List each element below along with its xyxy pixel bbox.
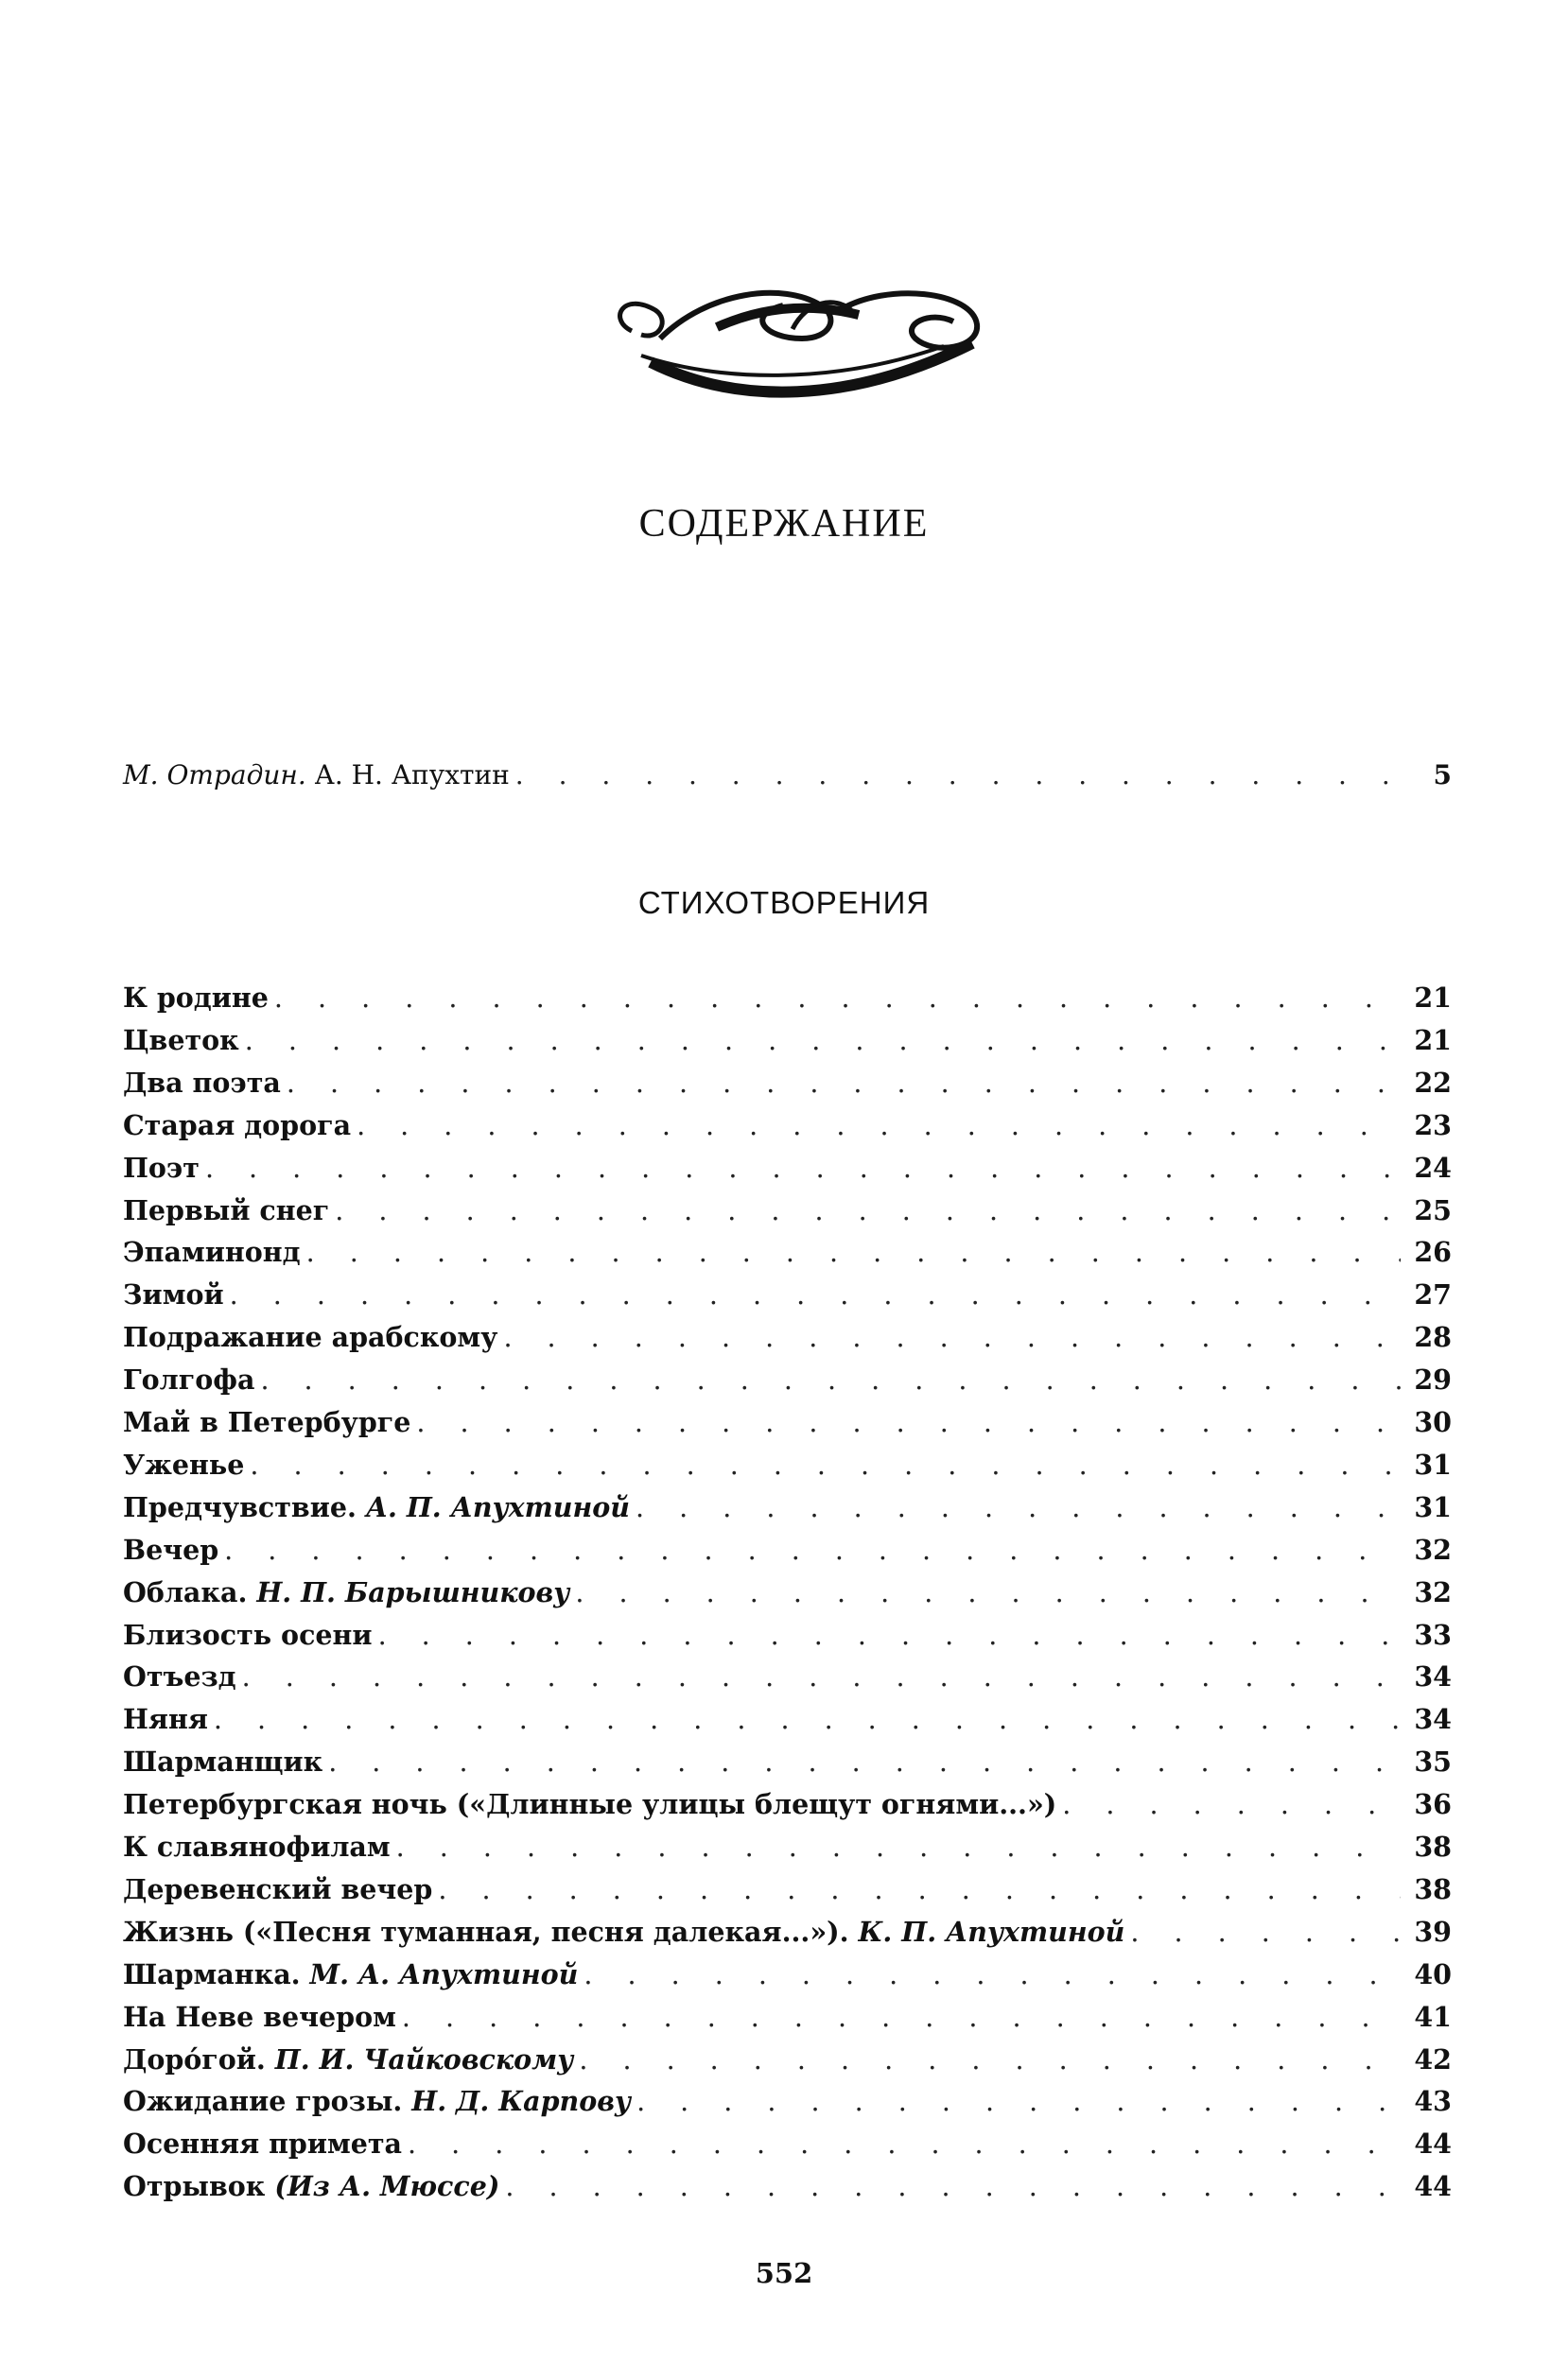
dot-leader xyxy=(636,1491,1401,1525)
toc-entry-dedication: П. И. Чайковскому xyxy=(274,2042,574,2076)
toc-entry-page: 24 xyxy=(1414,1151,1452,1184)
toc-entry-page: 31 xyxy=(1414,1490,1452,1523)
dot-leader xyxy=(1062,1788,1401,1822)
toc-entry-page: 27 xyxy=(1414,1278,1452,1312)
toc-entry-title xyxy=(123,2084,631,2118)
toc-entry-dedication: М. А. Апухтиной xyxy=(309,1957,579,1990)
toc-entry-dedication: Н. П. Барышникову xyxy=(256,1575,570,1608)
toc-entry-page: 32 xyxy=(1414,1575,1452,1608)
toc-entry-name: Старая дорога xyxy=(123,1108,352,1141)
section-heading: СТИХОТВОРЕНИЯ xyxy=(637,885,931,920)
toc-entry-title xyxy=(123,1830,391,1864)
toc-row[interactable] xyxy=(123,1787,1452,1822)
toc-row[interactable] xyxy=(123,1575,1452,1610)
toc-row[interactable] xyxy=(123,2127,1452,2162)
dot-leader xyxy=(416,1406,1401,1440)
toc-entry-title xyxy=(123,1575,569,1609)
ornament-flourish-icon xyxy=(603,272,1001,409)
dot-leader xyxy=(306,1236,1402,1270)
toc-row[interactable] xyxy=(123,1066,1452,1101)
toc-entry-title xyxy=(123,1618,373,1652)
toc-row[interactable] xyxy=(123,1023,1452,1058)
toc-entry-name: Май в Петербурге xyxy=(123,1406,411,1438)
dot-leader xyxy=(1130,1916,1401,1950)
toc-entry-name: Уженье xyxy=(123,1448,245,1481)
toc-row[interactable] xyxy=(123,1405,1452,1440)
toc-entry-page: 35 xyxy=(1414,1746,1452,1779)
toc-entry-page: 23 xyxy=(1414,1108,1452,1141)
toc-row[interactable] xyxy=(123,981,1452,1016)
toc-entry-title xyxy=(123,1320,497,1354)
toc-row[interactable] xyxy=(123,1108,1452,1143)
toc-entry-dedication: Н. Д. Карпову xyxy=(411,2085,632,2118)
toc-entry-title xyxy=(123,1702,208,1736)
toc-entry-page: 44 xyxy=(1414,2170,1452,2203)
toc-entry-title xyxy=(123,1659,236,1694)
page-heading: СОДЕРЖАНИЕ xyxy=(638,502,930,546)
toc-entry-name: К родине xyxy=(123,982,269,1014)
toc-entry-name: Подражание арабскому xyxy=(123,1321,498,1354)
toc-entry-title xyxy=(123,1151,200,1185)
toc-entry-name: Первый снег xyxy=(123,1193,330,1226)
toc-entry-title xyxy=(123,1363,254,1397)
toc-entry-name: Осенняя примета xyxy=(123,2128,403,2161)
toc-row[interactable] xyxy=(123,2000,1452,2035)
toc-entry-title xyxy=(123,1787,1056,1821)
toc-entry-page: 39 xyxy=(1414,1915,1452,1948)
toc-entry-page: 28 xyxy=(1414,1321,1452,1354)
toc-entry-name: Дорóгой. xyxy=(123,2042,266,2076)
toc-entry-page: 29 xyxy=(1414,1364,1452,1397)
dot-leader xyxy=(274,982,1401,1016)
toc-entry-name: Вечер xyxy=(123,1533,219,1566)
toc-entry-title xyxy=(123,2000,396,2034)
toc-row[interactable] xyxy=(123,1872,1452,1907)
toc-row[interactable] xyxy=(123,1151,1452,1186)
toc-entry-name: Отрывок xyxy=(123,2170,266,2203)
toc-entry-title xyxy=(123,1915,1124,1949)
toc-entry-page: 25 xyxy=(1414,1193,1452,1226)
toc-entry-page: 5 xyxy=(1433,759,1452,790)
dot-leader xyxy=(328,1746,1401,1780)
dot-leader xyxy=(250,1449,1401,1483)
toc-entry-name: Поэт xyxy=(123,1151,200,1184)
dot-leader xyxy=(205,1152,1401,1186)
toc-entry-name: Эпаминонд xyxy=(123,1236,301,1269)
toc-row[interactable] xyxy=(123,1830,1452,1865)
toc-entry-title xyxy=(123,1448,244,1482)
toc-row[interactable] xyxy=(123,1915,1452,1950)
toc-entry-name: Голгофа xyxy=(123,1364,255,1397)
toc-entry-page: 32 xyxy=(1414,1533,1452,1566)
toc-row[interactable] xyxy=(123,1235,1452,1270)
toc-entry-name: Няня xyxy=(123,1703,208,1736)
dot-leader xyxy=(438,1873,1401,1907)
toc-entry-name: Шарманка. xyxy=(123,1957,301,1990)
toc-entry-dedication: А. П. Апухтиной xyxy=(365,1490,631,1523)
dot-leader xyxy=(357,1109,1401,1143)
toc-entry-title xyxy=(123,981,269,1015)
dot-leader xyxy=(579,2043,1401,2077)
dot-leader xyxy=(402,2001,1401,2035)
dot-leader xyxy=(503,1321,1401,1355)
toc-entry-dedication: К. П. Апухтиной xyxy=(858,1915,1125,1948)
toc-entry-page: 31 xyxy=(1414,1448,1452,1481)
toc-entry-page: 40 xyxy=(1414,1957,1452,1990)
page-number: 552 xyxy=(755,2257,813,2289)
toc-entry-page: 38 xyxy=(1414,1831,1452,1863)
toc-row[interactable] xyxy=(123,1490,1452,1525)
dot-leader xyxy=(260,1364,1401,1398)
toc-entry-name: На Неве вечером xyxy=(123,2000,396,2033)
toc-row[interactable] xyxy=(123,1448,1452,1483)
toc-entry-title xyxy=(123,1872,432,1906)
dot-leader xyxy=(515,758,1402,792)
toc-entry-name: Жизнь («Песня туманная, песня далекая...»). xyxy=(123,1915,849,1948)
dot-leader xyxy=(224,1534,1401,1568)
toc-entry-author: М. Отрадин. xyxy=(123,759,306,790)
toc-entry-name: Деревенский вечер xyxy=(123,1872,433,1905)
toc-row[interactable] xyxy=(123,2084,1452,2119)
toc-entry-dedication: (Из А. Мюссе) xyxy=(274,2170,500,2203)
toc-entry-title xyxy=(123,2127,402,2161)
dot-leader xyxy=(335,1194,1401,1228)
toc-entry-name: Два поэта xyxy=(123,1066,281,1099)
toc-entry-page: 33 xyxy=(1414,1618,1452,1651)
toc-entry-title xyxy=(123,758,510,792)
dot-leader xyxy=(230,1278,1402,1312)
toc-row[interactable] xyxy=(123,1533,1452,1568)
toc-entry-title xyxy=(123,1533,218,1567)
toc-entry-page: 21 xyxy=(1414,982,1452,1014)
toc-entry-page: 38 xyxy=(1414,1872,1452,1905)
toc-entry-title xyxy=(123,1193,329,1227)
toc-row[interactable] xyxy=(123,1659,1452,1694)
toc-row[interactable] xyxy=(123,2042,1452,2077)
toc-entry-page: 34 xyxy=(1414,1660,1452,1694)
toc-entry-title xyxy=(123,1490,630,1524)
toc-entry-title xyxy=(123,1277,224,1312)
toc-entry-page: 36 xyxy=(1414,1788,1452,1821)
toc-entry-title xyxy=(123,1023,239,1057)
toc-entry-name: Облака. xyxy=(123,1575,248,1608)
toc-row[interactable] xyxy=(123,1618,1452,1653)
toc-row[interactable] xyxy=(123,1320,1452,1355)
toc-row-intro[interactable] xyxy=(123,758,1452,792)
dot-leader xyxy=(242,1660,1402,1694)
toc-row[interactable] xyxy=(123,1277,1452,1312)
dot-leader xyxy=(245,1024,1402,1058)
dot-leader xyxy=(575,1576,1401,1610)
dot-leader xyxy=(584,1958,1401,1992)
toc-entry-page: 21 xyxy=(1414,1023,1452,1056)
toc-entry-title xyxy=(123,1405,410,1439)
dot-leader xyxy=(408,2128,1401,2162)
toc-entry-page: 26 xyxy=(1414,1236,1452,1269)
dot-leader xyxy=(378,1619,1402,1653)
dot-leader xyxy=(214,1703,1401,1737)
toc-row[interactable] xyxy=(123,1363,1452,1398)
toc-entry-page: 22 xyxy=(1414,1066,1452,1099)
toc-entry-title xyxy=(123,1066,281,1100)
toc-entry-page: 30 xyxy=(1414,1406,1452,1438)
toc-row[interactable] xyxy=(123,1745,1452,1780)
toc-entry-name: Шарманщик xyxy=(123,1746,323,1779)
toc-entry-name: Зимой xyxy=(123,1278,224,1312)
toc-entry-title xyxy=(123,1745,322,1779)
dot-leader xyxy=(396,1831,1402,1865)
toc-entry-title xyxy=(123,1957,578,1991)
dot-leader xyxy=(287,1067,1401,1101)
dot-leader xyxy=(636,2085,1401,2119)
toc-row[interactable] xyxy=(123,1957,1452,1992)
toc-entry-name: К славянофилам xyxy=(123,1831,391,1863)
toc-entry-name: Ожидание грозы. xyxy=(123,2085,403,2118)
toc-entry-name: Близость осени xyxy=(123,1618,373,1651)
toc-entry-name: Предчувствие. xyxy=(123,1490,357,1523)
toc-row[interactable] xyxy=(123,1193,1452,1228)
toc-entry-name: Петербургская ночь («Длинные улицы блещут огнями...») xyxy=(123,1788,1057,1821)
toc-row[interactable] xyxy=(123,1702,1452,1737)
toc-entry-page: 42 xyxy=(1414,2042,1452,2076)
dot-leader xyxy=(505,2170,1401,2204)
toc-entry-title xyxy=(123,2169,499,2203)
toc-entry-page: 44 xyxy=(1414,2128,1452,2161)
toc-row[interactable] xyxy=(123,2169,1452,2204)
toc-entry-name: Цветок xyxy=(123,1023,239,1056)
toc-entry-name: А. Н. Апухтин xyxy=(314,759,510,790)
toc-entry-title xyxy=(123,1108,351,1142)
toc-entry-title xyxy=(123,1235,301,1269)
toc-entry-page: 41 xyxy=(1414,2000,1452,2033)
toc-entry-page: 34 xyxy=(1414,1703,1452,1736)
toc-entry-name: Отъезд xyxy=(123,1660,236,1694)
toc-entry-title xyxy=(123,2042,573,2076)
toc-entry-page: 43 xyxy=(1414,2085,1452,2118)
